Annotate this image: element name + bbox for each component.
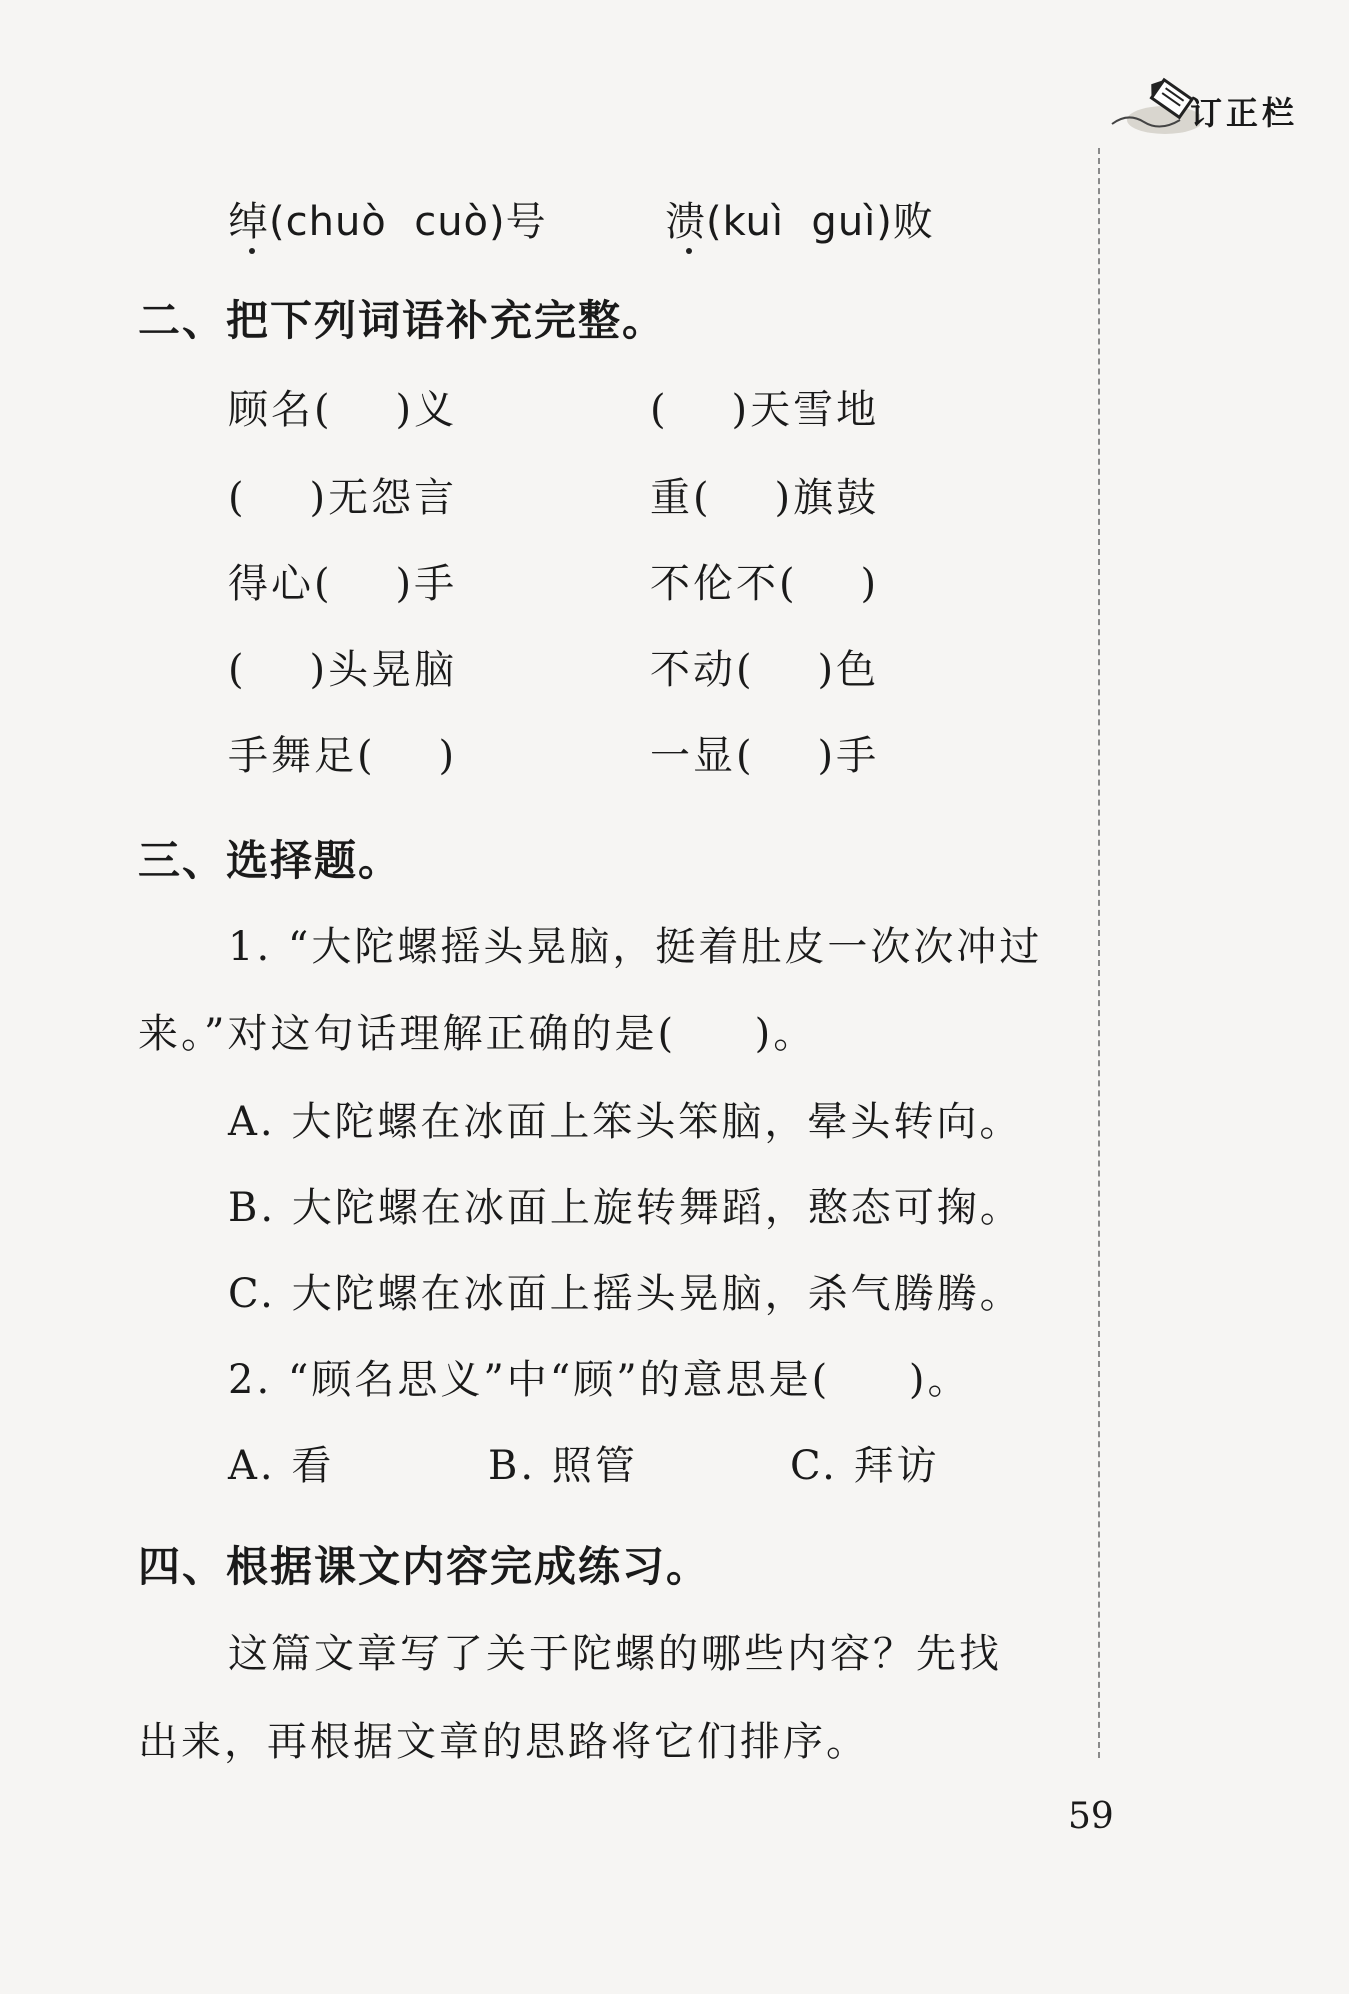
question-1-line-2: 来。”对这句话理解正确的是( )。 — [138, 1011, 817, 1057]
pinyin-item-2 — [665, 190, 934, 247]
question-2-option-b: B. 照管 — [488, 1443, 638, 1489]
emphasis-dot — [249, 248, 255, 254]
idiom-item: 不动( )色 — [650, 647, 880, 693]
section-3-title: 三、选择题。 — [138, 836, 403, 885]
pinyin-item-2-suffix: 败 — [892, 199, 934, 245]
section-2-title: 二、把下列词语补充完整。 — [138, 296, 667, 345]
pinyin-item-2-char: 溃 — [665, 199, 706, 245]
question-1-option-c: C. 大陀螺在冰面上摇头晃脑，杀气腾腾。 — [228, 1271, 1023, 1317]
idiom-item: ( )头晃脑 — [228, 647, 458, 693]
idiom-item: 重( )旗鼓 — [650, 475, 880, 521]
idiom-item: 不伦不( ) — [650, 561, 880, 607]
idiom-item: 手舞足( ) — [228, 733, 458, 779]
idiom-item: 一显( )手 — [650, 733, 880, 779]
correction-column-header — [1110, 72, 1349, 152]
pinyin-item-1 — [228, 190, 547, 247]
idiom-item: 得心( )手 — [228, 561, 458, 607]
pinyin-item-1-suffix: 号 — [505, 199, 547, 245]
question-2-option-a: A. 看 — [228, 1443, 335, 1489]
idiom-item: 顾名( )义 — [228, 387, 458, 433]
pinyin-item-1-options: (chuò cuò) — [269, 199, 506, 245]
pinyin-item-2-options: (kuì guì) — [706, 199, 893, 245]
question-2: 2. “顾名思义”中“顾”的意思是( )。 — [228, 1357, 971, 1403]
question-2-option-c: C. 拜访 — [790, 1443, 940, 1489]
question-1-option-b: B. 大陀螺在冰面上旋转舞蹈，憨态可掬。 — [228, 1185, 1023, 1231]
page-number: 59 — [1068, 1796, 1114, 1837]
question-1-line-1: 1. “大陀螺摇头晃脑，挺着肚皮一次次冲过 — [228, 924, 1043, 970]
idiom-item: ( )无怨言 — [228, 475, 458, 521]
margin-divider — [1098, 148, 1100, 1758]
emphasis-dot — [686, 248, 692, 254]
section-4-line-1: 这篇文章写了关于陀螺的哪些内容？先找 — [228, 1631, 1002, 1677]
section-4-line-2: 出来，再根据文章的思路将它们排序。 — [138, 1719, 869, 1765]
question-1-option-a: A. 大陀螺在冰面上笨头笨脑，晕头转向。 — [228, 1099, 1023, 1145]
pencil-icon — [1110, 72, 1200, 142]
section-4-title: 四、根据课文内容完成练习。 — [138, 1542, 711, 1591]
correction-column-label: 订正栏 — [1190, 94, 1299, 132]
pinyin-item-1-char: 绰 — [228, 199, 269, 245]
idiom-item: ( )天雪地 — [650, 387, 880, 433]
